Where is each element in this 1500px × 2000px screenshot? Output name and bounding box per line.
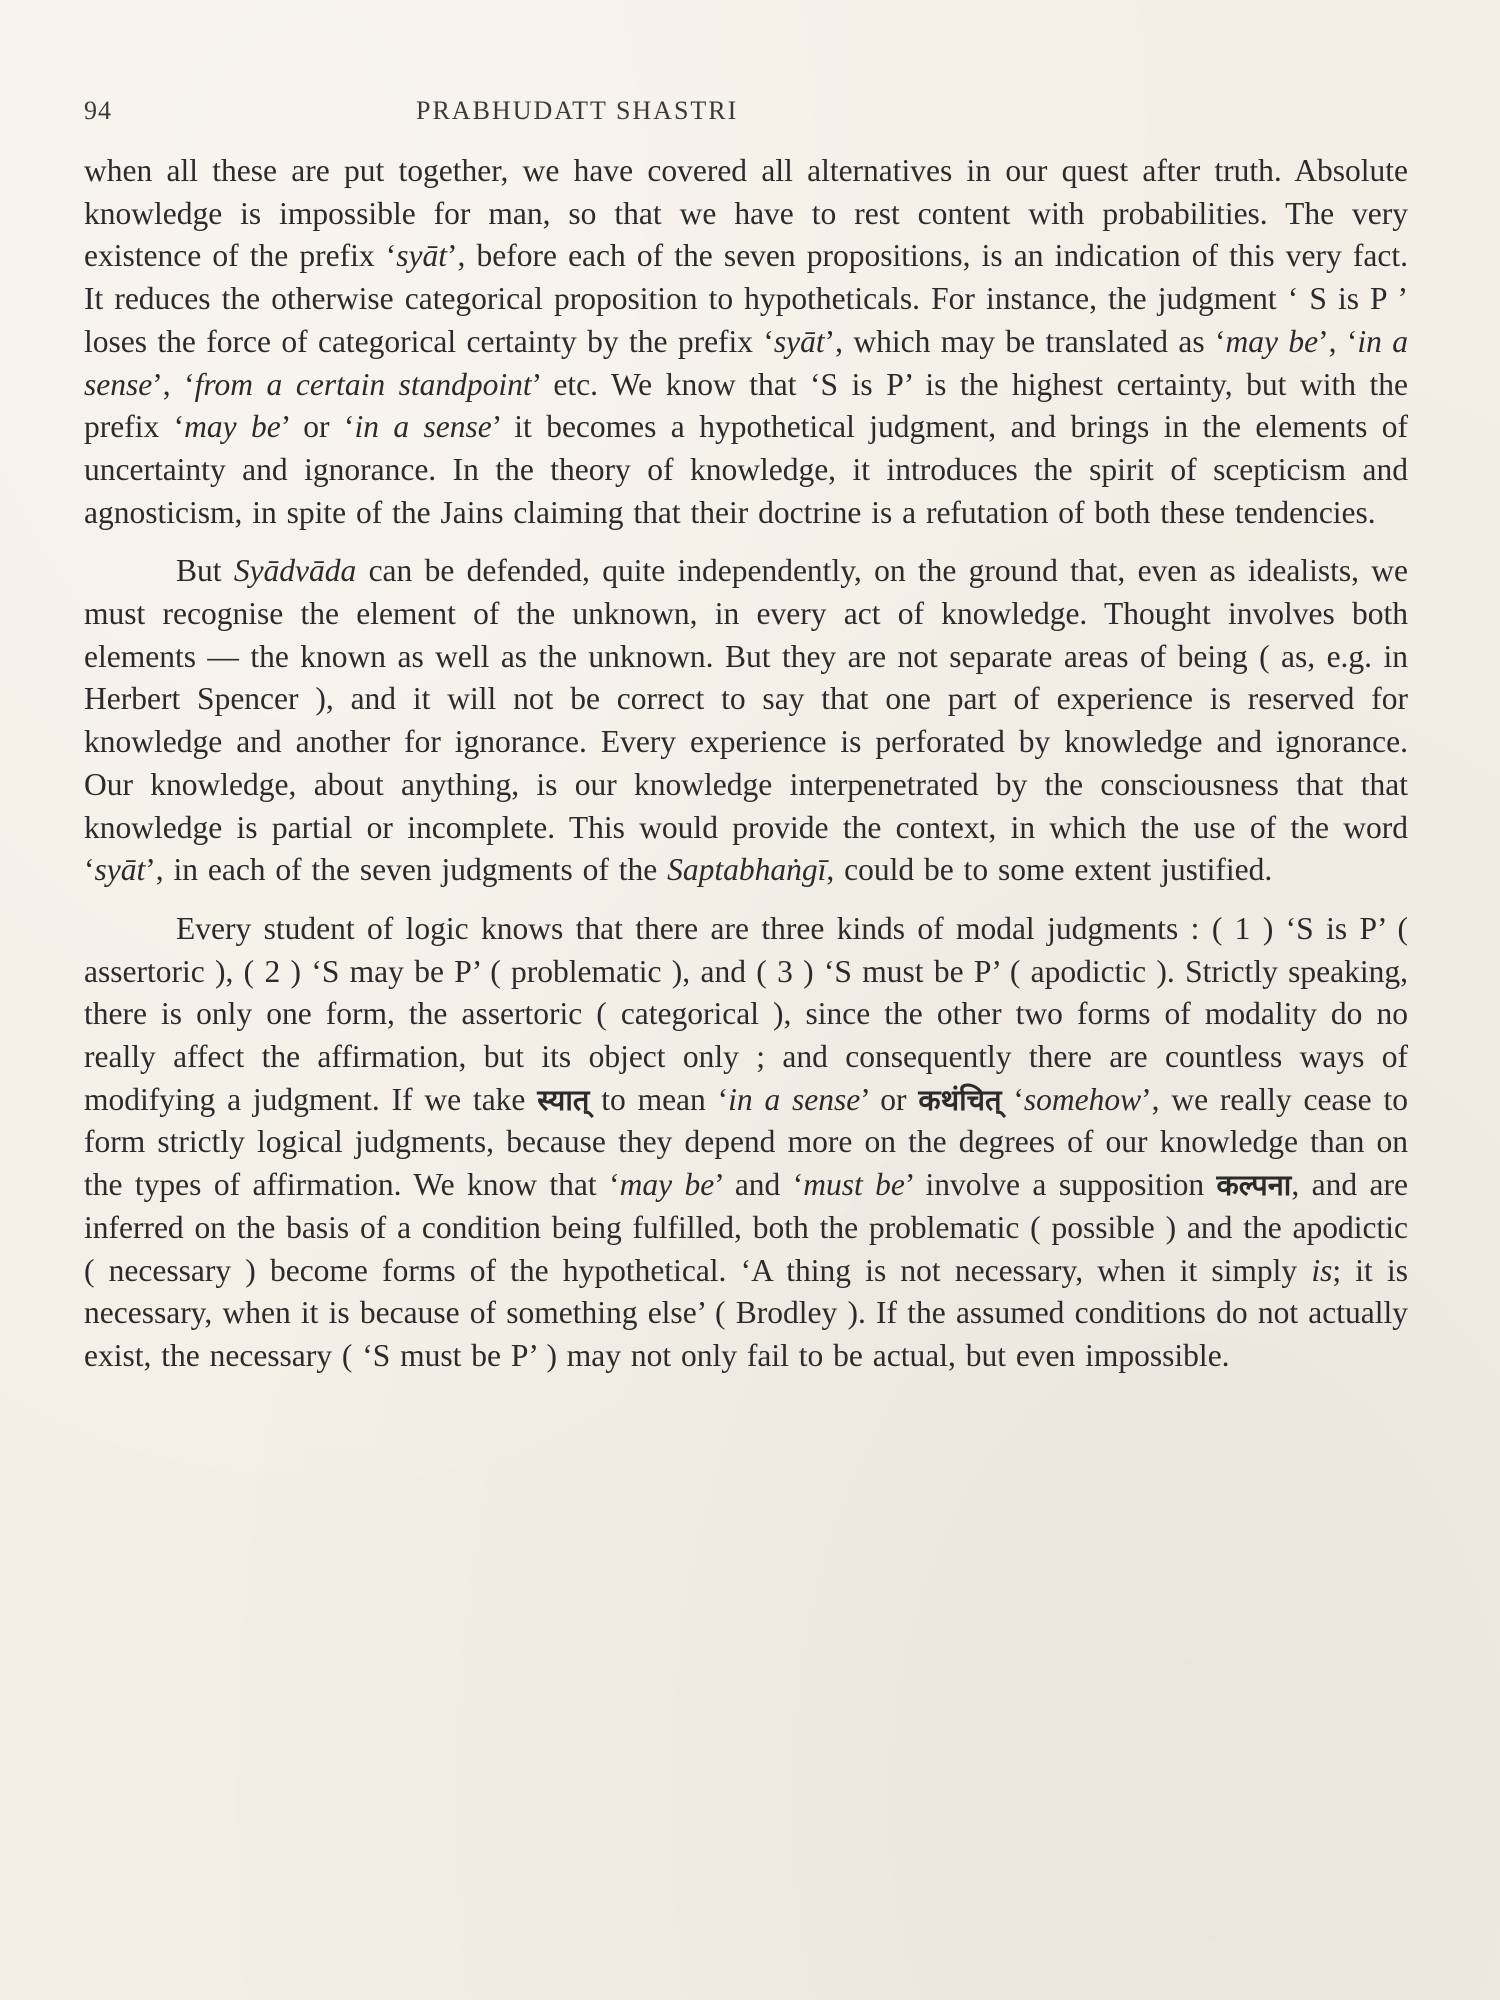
italic-term: Syādvāda	[233, 553, 357, 589]
italic-term: may be	[619, 1167, 715, 1203]
text-run: ’, ‘	[1318, 323, 1358, 359]
italic-term: is	[1311, 1252, 1333, 1288]
text-run: ’ it becomes a hypothetical judgment, and brings in the elements of uncertainty and ignorance. In the theory of knowledge, it introduces the spirit of scepticism and agnosticism, in spite of the Jains claiming that their doctrine is a refutation of both these tendencies.	[84, 409, 1408, 530]
page-header	[84, 96, 1408, 126]
text-run: ; it is necessary, when it is because of something else’ ( Brodley ). If the assumed conditions do not actually exist, the necessary ( ‘S must be P’ ) may not only fail to be actual, but even impossible.	[84, 1252, 1409, 1373]
text-run: when all these are put together, we have covered all alternatives in our quest after truth. Absolute knowledge is impossible for man, so that we have to rest content with probabilities. The very existence of the prefix ‘	[84, 153, 1408, 274]
body-text	[84, 150, 1408, 1378]
italic-term: somehow	[1023, 1081, 1142, 1117]
text-run: can be defended, quite independently, on the ground that, even as idealists, we must recognise the element of the unknown, in every act of knowledge. Thought involves both elements — the known as well as the unknown. But they are not separate areas of being ( as, e.g. in Herbert Spencer ), and it will not be correct to say that one part of experience is reserved for knowledge and another for ignorance. Every experience is perforated by knowledge and ignorance. Our knowledge, about anything, is our knowledge interpenetrated by the consciousness that that knowledge is partial or incomplete. This would provide the context, in which the use of the word ‘	[84, 553, 1409, 888]
text-run: ’ etc. We know that ‘S is P’ is the highest certainty, but with the prefix ‘	[84, 366, 1409, 445]
devanagari-term: स्यात्	[537, 1082, 590, 1117]
devanagari-term: कथंचित्	[918, 1082, 1002, 1117]
running-head: PRABHUDATT SHASTRI	[416, 96, 739, 125]
text-run: ’, in each of the seven judgments of the	[145, 852, 668, 888]
italic-term: in a sense	[354, 409, 492, 445]
text-run: to mean ‘	[589, 1081, 729, 1117]
text-run: ’, ‘	[152, 366, 195, 402]
italic-term: Saptabhaṅgī	[667, 852, 827, 888]
italic-term: syāt	[773, 323, 825, 359]
italic-term: may be	[1225, 323, 1319, 359]
paragraph-1	[84, 150, 1408, 534]
italic-term: in a sense	[728, 1081, 861, 1117]
text-run: ’, which may be translated as ‘	[824, 323, 1226, 359]
text-run: , could be to some extent justified.	[826, 852, 1273, 888]
paragraph-2	[84, 550, 1408, 892]
text-run: Every student of logic knows that there are three kinds of modal judgments : ( 1 ) ‘S is P’ ( assertoric ), ( 2 ) ‘S may be P’ ( problematic ), and ( 3 ) ‘S must be P’ ( apodictic ). Strictly speaking, there is only one form, the assertoric ( categorical ), since the other two forms of modality do no really affect the affirmation, but its object only ; and consequently there are countless ways of modifying a judgment. If we take	[84, 910, 1408, 1117]
text-run: , and are inferred on the basis of a condition being fulfilled, both the problematic ( possible ) and the apodictic ( necessary ) become forms of the hypothetical. ‘A thing is not necessary, when it simply	[84, 1167, 1409, 1288]
text-run: ‘	[1001, 1081, 1024, 1117]
italic-term: in a sense	[84, 323, 1408, 402]
text-run: ’ and ‘	[714, 1167, 804, 1203]
text-run: ’ involve a supposition	[904, 1167, 1217, 1203]
italic-term: syāt	[94, 852, 146, 888]
text-run: ’ or ‘	[280, 409, 355, 445]
italic-term: must be	[803, 1167, 905, 1203]
devanagari-term: कल्पना	[1216, 1168, 1292, 1203]
text-run: ’, before each of the seven propositions, is an indication of this very fact. It reduces the otherwise categorical proposition to hypotheticals. For instance, the judgment ‘ S is P ’ loses the force of categorical certainty by the prefix ‘	[84, 238, 1408, 359]
italic-term: syāt	[396, 238, 447, 274]
italic-term: may be	[184, 409, 281, 445]
paragraph-3	[84, 908, 1408, 1378]
text-run: ’, we really cease to form strictly logical judgments, because they depend more on the degrees of our knowledge than on the types of affirmation. We know that ‘	[84, 1081, 1408, 1203]
text-run: ’ or	[860, 1081, 919, 1117]
text-run: But	[176, 553, 234, 589]
italic-term: from a certain standpoint	[194, 366, 532, 402]
page-number: 94	[84, 96, 112, 125]
